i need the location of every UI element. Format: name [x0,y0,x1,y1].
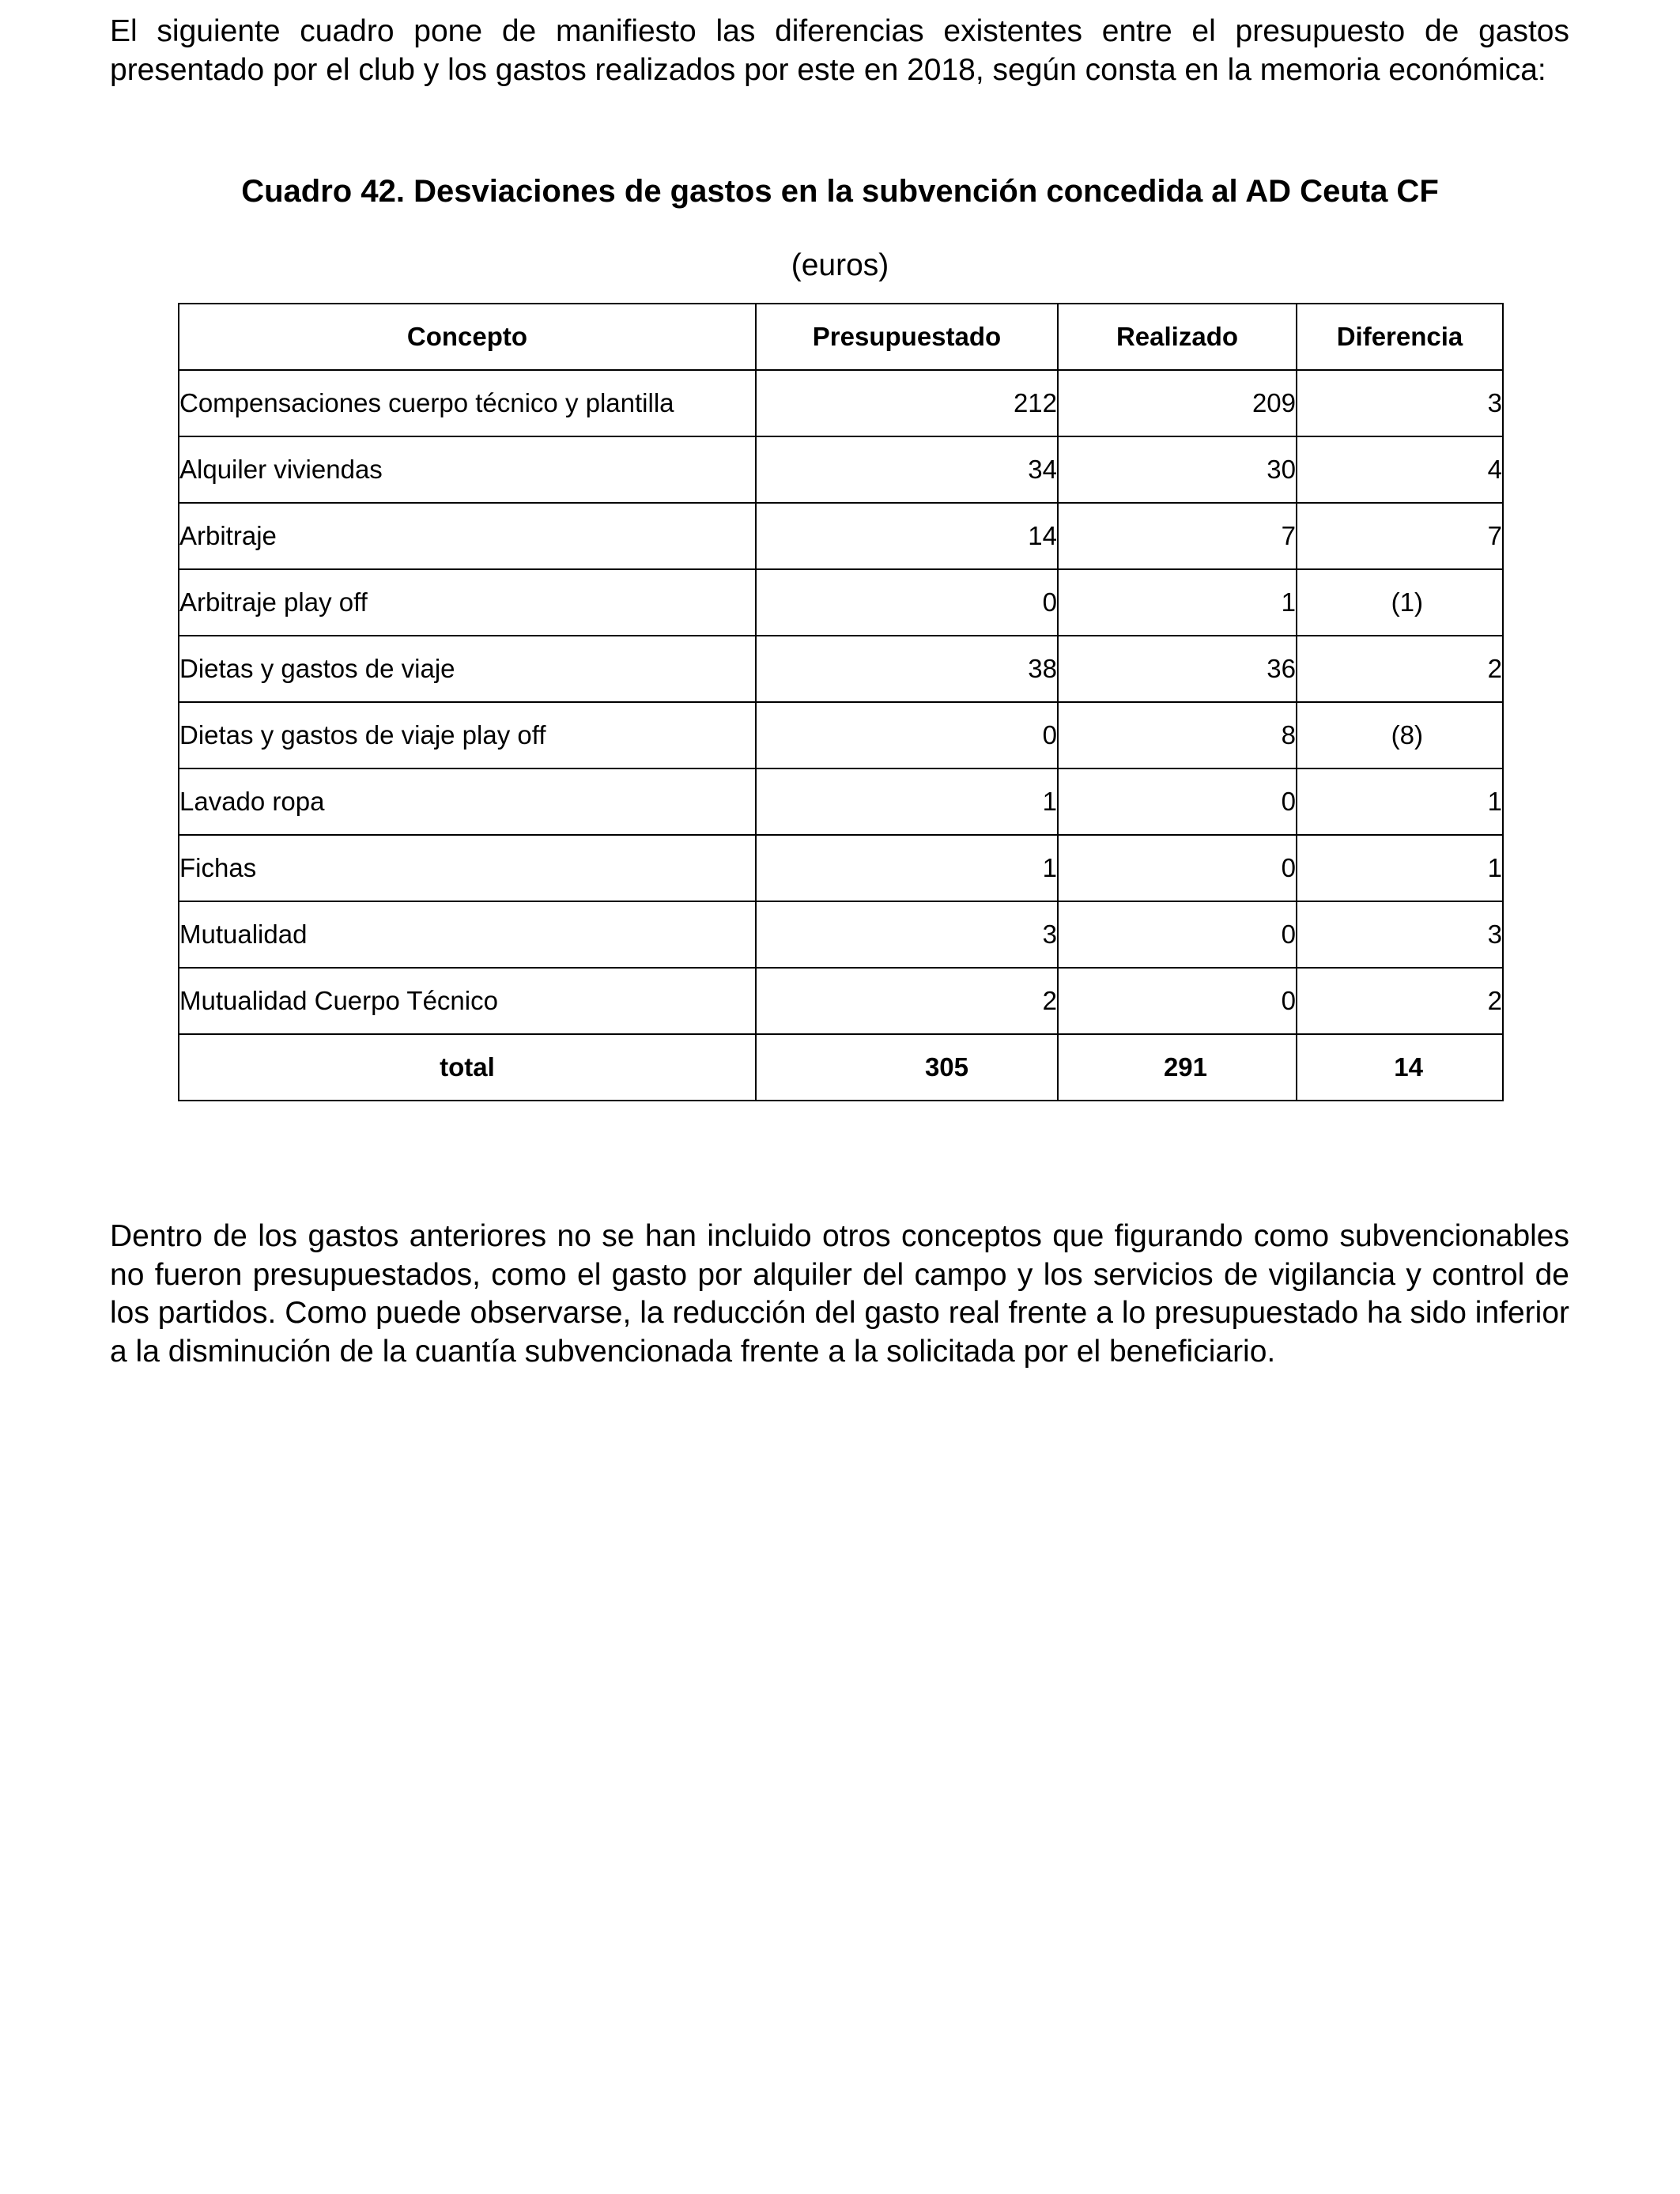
cell-budgeted: 1 [756,835,1058,901]
cell-concept: Lavado ropa [179,768,756,835]
cell-difference: 1 [1297,835,1503,901]
cell-actual: 36 [1058,636,1297,702]
cell-difference: 2 [1297,636,1503,702]
total-budgeted: 305 [756,1034,1058,1101]
cell-budgeted: 0 [756,569,1058,636]
cell-budgeted: 212 [756,370,1058,436]
cell-budgeted: 14 [756,503,1058,569]
cell-concept: Mutualidad Cuerpo Técnico [179,968,756,1034]
expense-deviation-table [178,303,1504,1101]
closing-paragraph: Dentro de los gastos anteriores no se han incluido otros conceptos que figurando como subvencionables no fueron presupuestados, como el gasto por alquiler del campo y los servicios de vigilancia y control de los partidos. Como puede observarse, la reducción del gasto real frente a lo presupuestado ha sido inferior a la disminución de la cuantía subvencionada frente a la solicitada por el beneficiario. [110,1219,1569,1369]
cell-concept: Mutualidad [179,901,756,968]
cell-difference: (1) [1297,569,1503,636]
header-concept: Concepto [179,304,756,370]
intro-paragraph: El siguiente cuadro pone de manifiesto las diferencias existentes entre el presupuesto de gastos presentado por el club y los gastos realizados por este en 2018, según consta en la memoria económica: [110,14,1569,87]
cell-difference: 2 [1297,968,1503,1034]
cell-budgeted: 34 [756,436,1058,503]
cell-actual: 30 [1058,436,1297,503]
table-row [179,569,1503,636]
table-units: (euros) [791,248,889,282]
table-row [179,901,1503,968]
cell-difference: 7 [1297,503,1503,569]
table-row [179,370,1503,436]
cell-budgeted: 38 [756,636,1058,702]
cell-actual: 7 [1058,503,1297,569]
cell-concept: Arbitraje [179,503,756,569]
cell-actual: 8 [1058,702,1297,768]
table-header-row [179,304,1503,370]
cell-actual: 0 [1058,968,1297,1034]
cell-difference: 3 [1297,370,1503,436]
cell-actual: 0 [1058,768,1297,835]
cell-actual: 209 [1058,370,1297,436]
table-row [179,768,1503,835]
table-row [179,436,1503,503]
cell-concept: Alquiler viviendas [179,436,756,503]
table-row [179,835,1503,901]
cell-concept: Compensaciones cuerpo técnico y plantilla [179,370,756,436]
cell-difference: 4 [1297,436,1503,503]
cell-concept: Arbitraje play off [179,569,756,636]
table-row [179,503,1503,569]
table-row [179,968,1503,1034]
cell-concept: Dietas y gastos de viaje play off [179,702,756,768]
cell-budgeted: 3 [756,901,1058,968]
cell-budgeted: 1 [756,768,1058,835]
table-title: Cuadro 42. Desviaciones de gastos en la subvención concedida al AD Ceuta CF [241,174,1439,209]
total-actual: 291 [1058,1034,1297,1101]
table-total-row [179,1034,1503,1101]
table-row [179,702,1503,768]
total-difference: 14 [1297,1034,1503,1101]
cell-difference: 1 [1297,768,1503,835]
header-difference: Diferencia [1297,304,1503,370]
cell-actual: 1 [1058,569,1297,636]
cell-difference: (8) [1297,702,1503,768]
cell-concept: Fichas [179,835,756,901]
header-budgeted: Presupuestado [756,304,1058,370]
cell-actual: 0 [1058,901,1297,968]
total-label: total [179,1034,756,1101]
cell-budgeted: 2 [756,968,1058,1034]
table-row [179,636,1503,702]
cell-concept: Dietas y gastos de viaje [179,636,756,702]
header-actual: Realizado [1058,304,1297,370]
cell-budgeted: 0 [756,702,1058,768]
cell-difference: 3 [1297,901,1503,968]
cell-actual: 0 [1058,835,1297,901]
